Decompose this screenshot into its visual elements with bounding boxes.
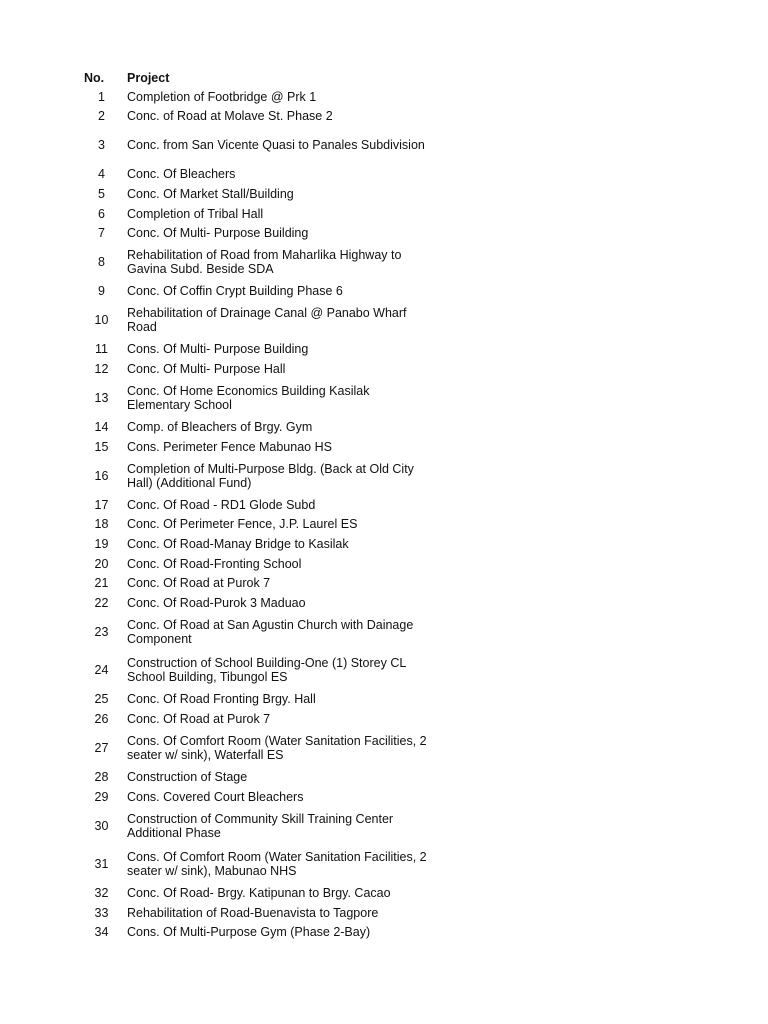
table-row <box>76 787 436 807</box>
project-table <box>76 68 436 942</box>
row-number: 15 <box>94 439 109 454</box>
project-name: Construction of Stage <box>127 770 248 785</box>
project-name: Conc. Of Road at San Agustin Church with Dainage Component <box>127 617 414 646</box>
project-name: Rehabilitation of Road-Buenavista to Tagpore <box>127 905 379 920</box>
row-number: 10 <box>94 313 109 328</box>
table-row <box>76 883 436 903</box>
row-number: 34 <box>94 925 109 940</box>
row-number: 12 <box>94 362 109 377</box>
table-row <box>76 651 436 690</box>
table-row <box>76 709 436 729</box>
row-number: 24 <box>94 663 109 678</box>
table-row <box>76 340 436 360</box>
table-row <box>76 613 436 652</box>
table-row <box>76 282 436 302</box>
project-name: Cons. Covered Court Bleachers <box>127 789 304 804</box>
project-name: Cons. Of Comfort Room (Water Sanitation Facilities, 2 seater w/ sink), Waterfall ES <box>127 734 427 763</box>
row-number: 22 <box>94 595 109 610</box>
table-row <box>76 223 436 243</box>
table-row <box>76 437 436 457</box>
row-number: 29 <box>94 789 109 804</box>
table-row <box>76 690 436 710</box>
table-row <box>76 87 436 107</box>
row-number: 7 <box>98 226 105 241</box>
project-name: Completion of Tribal Hall <box>127 206 264 221</box>
row-number: 26 <box>94 711 109 726</box>
row-number: 5 <box>98 187 105 202</box>
row-number: 3 <box>98 138 105 153</box>
table-row <box>76 126 436 165</box>
project-name: Construction of School Building-One (1) Storey CL School Building, Tibungol ES <box>127 656 406 685</box>
table-row <box>76 903 436 923</box>
row-number: 1 <box>98 89 105 104</box>
table-row <box>76 301 436 340</box>
project-name: Conc. Of Market Stall/Building <box>127 187 294 202</box>
column-header-no: No. <box>84 70 105 85</box>
row-number: 17 <box>94 497 109 512</box>
table-row <box>76 417 436 437</box>
row-number: 18 <box>94 517 109 532</box>
row-number: 32 <box>94 886 109 901</box>
project-name: Conc. Of Coffin Crypt Building Phase 6 <box>127 284 343 299</box>
table-row <box>76 806 436 845</box>
table-row <box>76 184 436 204</box>
row-number: 16 <box>94 468 109 483</box>
project-name: Completion of Footbridge @ Prk 1 <box>127 89 317 104</box>
row-number: 8 <box>98 255 105 270</box>
row-number: 11 <box>95 342 108 357</box>
row-number: 27 <box>94 741 109 756</box>
table-row <box>76 379 436 418</box>
row-number: 23 <box>94 624 109 639</box>
table-row <box>76 359 436 379</box>
project-name: Conc. Of Road at Purok 7 <box>127 711 271 726</box>
project-name: Conc. Of Road-Fronting School <box>127 556 302 571</box>
row-number: 20 <box>94 556 109 571</box>
table-row <box>76 593 436 613</box>
project-name: Construction of Community Skill Training Center Additional Phase <box>127 811 394 840</box>
project-name: Comp. of Bleachers of Brgy. Gym <box>127 420 313 435</box>
project-name: Completion of Multi-Purpose Bldg. (Back at Old City Hall) (Additional Fund) <box>127 461 414 490</box>
table-row <box>76 554 436 574</box>
project-name: Conc. Of Road-Manay Bridge to Kasilak <box>127 537 349 552</box>
table-row <box>76 729 436 768</box>
table-row <box>76 495 436 515</box>
table-row <box>76 515 436 535</box>
table-row <box>76 534 436 554</box>
table-row <box>76 107 436 127</box>
project-name: Conc. Of Road-Purok 3 Maduao <box>127 595 306 610</box>
table-row <box>76 457 436 496</box>
project-name: Conc. from San Vicente Quasi to Panales Subdivision <box>127 138 425 153</box>
row-number: 4 <box>98 167 105 182</box>
project-name: Conc. Of Bleachers <box>127 167 236 182</box>
table-row <box>76 845 436 884</box>
project-name: Conc. Of Road - RD1 Glode Subd <box>127 497 316 512</box>
row-number: 19 <box>94 537 109 552</box>
row-number: 9 <box>98 284 105 299</box>
project-name: Cons. Of Multi-Purpose Gym (Phase 2-Bay) <box>127 925 371 940</box>
row-number: 25 <box>94 692 109 707</box>
row-number: 6 <box>98 206 105 221</box>
project-name: Cons. Perimeter Fence Mabunao HS <box>127 439 332 454</box>
table-row <box>76 243 436 282</box>
project-name: Conc. Of Perimeter Fence, J.P. Laurel ES <box>127 517 358 532</box>
project-name: Cons. Of Multi- Purpose Building <box>127 342 309 357</box>
project-list-sheet <box>76 68 436 942</box>
table-row <box>76 573 436 593</box>
row-number: 28 <box>94 770 109 785</box>
project-name: Rehabilitation of Drainage Canal @ Panabo Wharf Road <box>127 306 407 335</box>
row-number: 13 <box>94 391 109 406</box>
table-row <box>76 767 436 787</box>
project-name: Conc. Of Multi- Purpose Hall <box>127 362 286 377</box>
table-row <box>76 204 436 224</box>
project-name: Conc. Of Road at Purok 7 <box>127 576 271 591</box>
row-number: 21 <box>94 576 109 591</box>
table-body <box>76 87 436 942</box>
row-number: 2 <box>98 109 105 124</box>
project-name: Rehabilitation of Road from Maharlika Highway to Gavina Subd. Beside SDA <box>127 248 402 277</box>
project-name: Conc. of Road at Molave St. Phase 2 <box>127 109 333 124</box>
row-number: 30 <box>94 818 109 833</box>
row-number: 31 <box>94 857 109 872</box>
table-row <box>76 165 436 185</box>
row-number: 14 <box>94 420 109 435</box>
project-name: Conc. Of Road Fronting Brgy. Hall <box>127 692 316 707</box>
row-number: 33 <box>94 905 109 920</box>
table-row <box>76 923 436 943</box>
table-header-row <box>76 68 436 87</box>
column-header-project: Project <box>127 70 170 85</box>
project-name: Conc. Of Road- Brgy. Katipunan to Brgy. Cacao <box>127 886 391 901</box>
project-name: Conc. Of Multi- Purpose Building <box>127 226 309 241</box>
project-name: Conc. Of Home Economics Building Kasilak Elementary School <box>127 384 370 413</box>
project-name: Cons. Of Comfort Room (Water Sanitation Facilities, 2 seater w/ sink), Mabunao NHS <box>127 850 427 879</box>
